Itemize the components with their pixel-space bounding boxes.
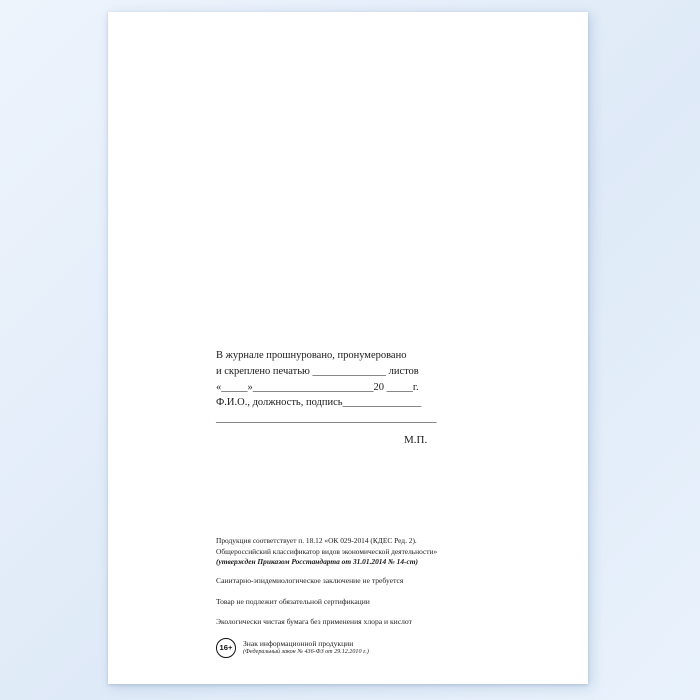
information-mark-title: Знак информационной продукции — [243, 639, 354, 649]
paper-note: Экологически чистая бумага без применения хлора и кислот — [216, 617, 412, 627]
product-compliance-line-3: (утвержден Приказом Росстандарта от 31.01.2014 № 14-ст) — [216, 557, 418, 567]
certification-note: Товар не подлежит обязательной сертификации — [216, 596, 370, 606]
stamp-place-label: М.П. — [404, 434, 428, 446]
information-mark-text — [243, 639, 369, 656]
certification-blank-line: __________________________________________ — [216, 413, 437, 424]
product-compliance-line-1: Продукция соответствует п. 18.12 «ОК 029-2014 (КДЕС Ред. 2). — [216, 536, 417, 545]
age-rating-badge-icon: 16+ — [216, 638, 236, 658]
certification-line-2: и скреплено печатью ______________ листов — [216, 365, 419, 377]
product-compliance-line-2: Общероссийский классификатор видов экономической деятельности» — [216, 546, 438, 556]
certification-date-line: «_____»_______________________20 _____г. — [216, 381, 419, 393]
sanitary-note: Санитарно-эпидемиологическое заключение не требуется — [216, 576, 404, 586]
information-mark-subtitle: (Федеральный закон № 436-ФЗ от 29.12.2010 г.) — [243, 648, 369, 655]
legal-footer-block — [216, 536, 546, 658]
certification-signature-line: Ф.И.О., должность, подпись_______________ — [216, 397, 422, 409]
certification-block — [216, 348, 516, 427]
information-mark-row — [216, 638, 546, 658]
document-page — [108, 12, 588, 684]
product-compliance-paragraph — [216, 536, 546, 566]
certification-line-1: В журнале прошнуровано, пронумеровано — [216, 350, 407, 361]
